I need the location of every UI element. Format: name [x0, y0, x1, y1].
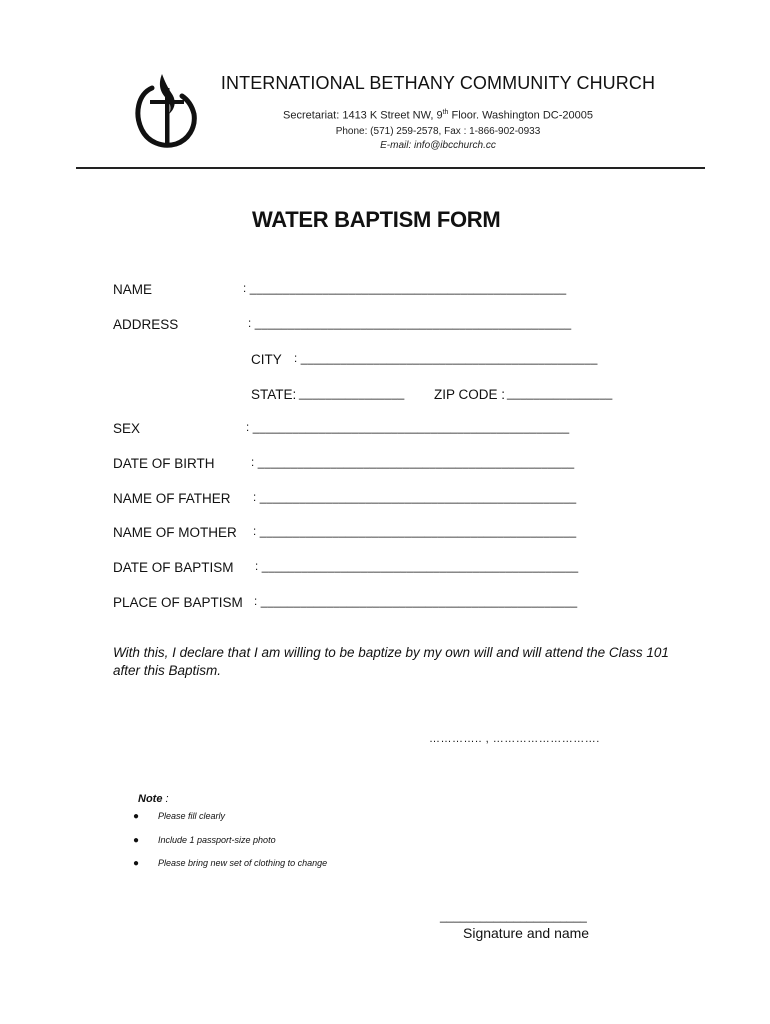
- header-divider: [76, 167, 705, 169]
- note-item: [133, 811, 225, 822]
- note-heading: [138, 793, 169, 805]
- form-title: WATER BAPTISM FORM: [252, 207, 501, 232]
- sex-field[interactable]: : ________________________________________________: [246, 422, 570, 434]
- declaration-text: With this, I declare that I am willing to be baptize by my own will and will attend the Class 101 after this Baptism.: [113, 645, 669, 678]
- note-item: [133, 835, 276, 846]
- signature-label: Signature and name: [463, 925, 590, 941]
- church-name: INTERNATIONAL BETHANY COMMUNITY CHURCH: [220, 73, 656, 93]
- name-label: NAME: [113, 282, 153, 297]
- state-field[interactable]: ________________: [299, 388, 405, 400]
- address-label: ADDRESS: [113, 317, 179, 332]
- name-of-mother-label: NAME OF MOTHER: [113, 525, 237, 540]
- zip-code-label: ZIP CODE :: [434, 387, 506, 402]
- bullet-icon: ●: [133, 835, 140, 846]
- name-of-father-label: NAME OF FATHER: [113, 491, 231, 506]
- place-of-baptism-label: PLACE OF BAPTISM: [113, 595, 243, 610]
- note-item: [133, 858, 327, 869]
- note-title: Note: [138, 793, 163, 805]
- church-email: E-mail: info@ibcchurch.cc: [380, 140, 496, 151]
- state-label: STATE:: [251, 387, 297, 402]
- date-of-birth-field[interactable]: : ________________________________________________: [251, 457, 575, 469]
- address-field[interactable]: : ________________________________________________: [248, 318, 572, 330]
- note-colon: :: [162, 793, 169, 805]
- city-label: CITY: [251, 352, 282, 367]
- date-place-line[interactable]: ………….. , ……………………….: [429, 733, 600, 745]
- note-item-text: Please bring new set of clothing to change: [158, 858, 328, 868]
- name-of-father-field[interactable]: : ________________________________________________: [253, 492, 577, 504]
- address-superscript: th: [442, 109, 449, 116]
- date-of-baptism-label: DATE OF BAPTISM: [113, 560, 234, 575]
- sex-label: SEX: [113, 421, 141, 436]
- address-suffix: Floor. Washington DC-20005: [448, 109, 593, 122]
- city-field[interactable]: : _____________________________________________: [294, 353, 598, 365]
- note-item-text: Include 1 passport-size photo: [158, 835, 276, 845]
- zip-code-field[interactable]: ________________: [507, 388, 613, 400]
- church-phone: Phone: (571) 259-2578, Fax : 1-866-902-0933: [335, 126, 541, 137]
- note-item-text: Please fill clearly: [158, 811, 226, 821]
- bullet-icon: ●: [133, 858, 140, 869]
- address-prefix: Secretariat: 1413 K Street NW, 9: [283, 109, 443, 122]
- signature-line[interactable]: ______________________: [440, 909, 587, 923]
- date-of-birth-label: DATE OF BIRTH: [113, 456, 215, 471]
- church-address: [0, 109, 770, 122]
- date-of-baptism-field[interactable]: : ________________________________________________: [255, 561, 579, 573]
- place-of-baptism-field[interactable]: : ________________________________________________: [254, 596, 578, 608]
- bullet-icon: ●: [133, 811, 140, 822]
- name-field[interactable]: : ________________________________________________: [243, 283, 567, 295]
- name-of-mother-field[interactable]: : ________________________________________________: [253, 526, 577, 538]
